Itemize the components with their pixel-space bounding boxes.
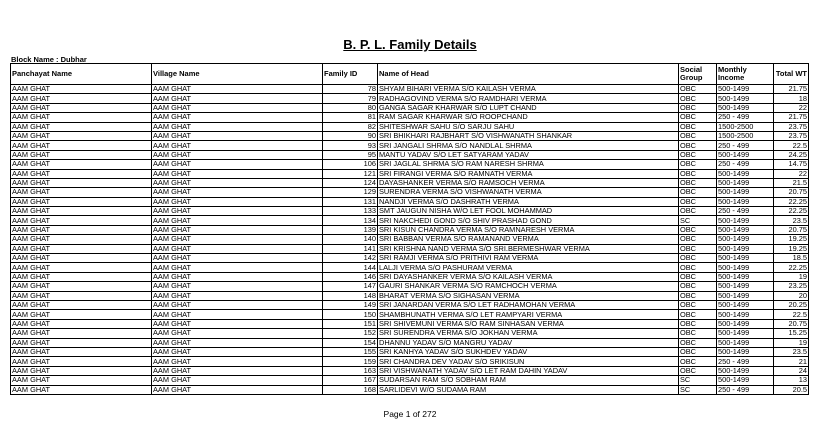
panchayat-name-cell: AAM GHAT	[11, 357, 152, 366]
page-title: B. P. L. Family Details	[343, 37, 477, 52]
name-of-head-cell: DHANNU YADAV S/O MANGRU YADAV	[378, 338, 679, 347]
header-panchayat-name: Panchayat Name	[11, 64, 152, 85]
panchayat-name-cell: AAM GHAT	[11, 141, 152, 150]
name-of-head-cell: SRI BABBAN VERMA S/O RAMANAND VERMA	[378, 235, 679, 244]
total-wt-cell: 21.5	[774, 178, 809, 187]
panchayat-name-cell: AAM GHAT	[11, 376, 152, 385]
name-of-head-cell: NANDJI VERMA S/O DASHRATH VERMA	[378, 197, 679, 206]
social-group-cell: OBC	[679, 85, 717, 94]
monthly-income-cell: 500-1499	[717, 319, 774, 328]
monthly-income-cell: 500-1499	[717, 282, 774, 291]
monthly-income-cell: 250 - 499	[717, 385, 774, 394]
monthly-income-cell: 500-1499	[717, 216, 774, 225]
table-row	[11, 197, 809, 206]
social-group-cell: SC	[679, 385, 717, 394]
village-name-cell: AAM GHAT	[152, 207, 323, 216]
total-wt-cell: 21	[774, 357, 809, 366]
social-group-cell: OBC	[679, 188, 717, 197]
family-id-cell: 133	[323, 207, 378, 216]
total-wt-cell: 19	[774, 338, 809, 347]
table-row	[11, 131, 809, 140]
table-row	[11, 103, 809, 112]
social-group-cell: OBC	[679, 122, 717, 131]
total-wt-cell: 20.75	[774, 225, 809, 234]
table-row	[11, 329, 809, 338]
social-group-cell: OBC	[679, 338, 717, 347]
table-row	[11, 85, 809, 94]
panchayat-name-cell: AAM GHAT	[11, 291, 152, 300]
family-id-cell: 82	[323, 122, 378, 131]
village-name-cell: AAM GHAT	[152, 178, 323, 187]
family-id-cell: 139	[323, 225, 378, 234]
social-group-cell: OBC	[679, 282, 717, 291]
village-name-cell: AAM GHAT	[152, 319, 323, 328]
family-id-cell: 155	[323, 347, 378, 356]
village-name-cell: AAM GHAT	[152, 122, 323, 131]
total-wt-cell: 22.5	[774, 310, 809, 319]
family-id-cell: 163	[323, 366, 378, 375]
total-wt-cell: 13	[774, 376, 809, 385]
name-of-head-cell: SHYAM BIHARI VERMA S/O KAILASH VERMA	[378, 85, 679, 94]
total-wt-cell: 22	[774, 169, 809, 178]
monthly-income-cell: 500-1499	[717, 263, 774, 272]
name-of-head-cell: SRI FIRANGI VERMA S/O RAMNATH VERMA	[378, 169, 679, 178]
panchayat-name-cell: AAM GHAT	[11, 282, 152, 291]
panchayat-name-cell: AAM GHAT	[11, 300, 152, 309]
panchayat-name-cell: AAM GHAT	[11, 207, 152, 216]
panchayat-name-cell: AAM GHAT	[11, 244, 152, 253]
table-row	[11, 207, 809, 216]
name-of-head-cell: SMT JAUGUN NISHA W/O LET FOOL MOHAMMAD	[378, 207, 679, 216]
monthly-income-cell: 500-1499	[717, 150, 774, 159]
family-id-cell: 149	[323, 300, 378, 309]
social-group-cell: OBC	[679, 131, 717, 140]
table-row	[11, 254, 809, 263]
total-wt-cell: 20.5	[774, 385, 809, 394]
panchayat-name-cell: AAM GHAT	[11, 319, 152, 328]
village-name-cell: AAM GHAT	[152, 225, 323, 234]
name-of-head-cell: SURENDRA VERMA S/O VISHWANATH VERMA	[378, 188, 679, 197]
table-row	[11, 263, 809, 272]
table-row	[11, 141, 809, 150]
table-row	[11, 150, 809, 159]
total-wt-cell: 19.25	[774, 244, 809, 253]
social-group-cell: SC	[679, 376, 717, 385]
monthly-income-cell: 1500-2500	[717, 131, 774, 140]
monthly-income-cell: 500-1499	[717, 85, 774, 94]
social-group-cell: OBC	[679, 357, 717, 366]
table-row	[11, 357, 809, 366]
table-row	[11, 216, 809, 225]
panchayat-name-cell: AAM GHAT	[11, 347, 152, 356]
table-row	[11, 272, 809, 281]
family-id-cell: 134	[323, 216, 378, 225]
social-group-cell: OBC	[679, 291, 717, 300]
header-monthly-income-text: Monthly Income	[718, 65, 747, 82]
village-name-cell: AAM GHAT	[152, 141, 323, 150]
monthly-income-cell: 500-1499	[717, 254, 774, 263]
family-id-cell: 150	[323, 310, 378, 319]
header-social-group-text: Social Group	[680, 65, 703, 82]
header-monthly-income	[717, 64, 774, 85]
social-group-cell: OBC	[679, 366, 717, 375]
social-group-cell: OBC	[679, 94, 717, 103]
total-wt-cell: 23.5	[774, 216, 809, 225]
name-of-head-cell: GAURI SHANKAR VERMA S/O RAMCHOCH VERMA	[378, 282, 679, 291]
social-group-cell: OBC	[679, 263, 717, 272]
social-group-cell: OBC	[679, 207, 717, 216]
header-name-of-head: Name of Head	[378, 64, 679, 85]
family-id-cell: 81	[323, 113, 378, 122]
name-of-head-cell: SRI JANGALI SHRMA S/O NANDLAL SHRMA	[378, 141, 679, 150]
table-row	[11, 300, 809, 309]
panchayat-name-cell: AAM GHAT	[11, 329, 152, 338]
village-name-cell: AAM GHAT	[152, 310, 323, 319]
family-id-cell: 147	[323, 282, 378, 291]
village-name-cell: AAM GHAT	[152, 300, 323, 309]
page-number: Page 1 of 272	[383, 409, 437, 419]
table-row	[11, 244, 809, 253]
social-group-cell: OBC	[679, 141, 717, 150]
family-id-cell: 148	[323, 291, 378, 300]
total-wt-cell: 18	[774, 94, 809, 103]
table-row	[11, 291, 809, 300]
table-row	[11, 122, 809, 131]
family-id-cell: 168	[323, 385, 378, 394]
table-row	[11, 338, 809, 347]
name-of-head-cell: BHARAT VERMA S/O SIGHASAN VERMA	[378, 291, 679, 300]
monthly-income-cell: 500-1499	[717, 94, 774, 103]
family-details-table	[10, 63, 809, 395]
family-id-cell: 144	[323, 263, 378, 272]
panchayat-name-cell: AAM GHAT	[11, 160, 152, 169]
village-name-cell: AAM GHAT	[152, 357, 323, 366]
name-of-head-cell: SRI KISUN CHANDRA VERMA S/O RAMNARESH VERMA	[378, 225, 679, 234]
total-wt-cell: 23.5	[774, 347, 809, 356]
social-group-cell: OBC	[679, 244, 717, 253]
family-id-cell: 90	[323, 131, 378, 140]
name-of-head-cell: SRI NAKCHEDI GOND S/O SHIV PRASHAD GOND	[378, 216, 679, 225]
table-row	[11, 310, 809, 319]
table-row	[11, 225, 809, 234]
family-id-cell: 121	[323, 169, 378, 178]
total-wt-cell: 18.5	[774, 254, 809, 263]
panchayat-name-cell: AAM GHAT	[11, 272, 152, 281]
village-name-cell: AAM GHAT	[152, 366, 323, 375]
total-wt-cell: 20.75	[774, 188, 809, 197]
social-group-cell: OBC	[679, 329, 717, 338]
social-group-cell: OBC	[679, 103, 717, 112]
monthly-income-cell: 250 - 499	[717, 113, 774, 122]
total-wt-cell: 23.75	[774, 122, 809, 131]
monthly-income-cell: 500-1499	[717, 197, 774, 206]
monthly-income-cell: 500-1499	[717, 244, 774, 253]
panchayat-name-cell: AAM GHAT	[11, 338, 152, 347]
village-name-cell: AAM GHAT	[152, 272, 323, 281]
table-header-row	[11, 64, 809, 85]
family-id-cell: 80	[323, 103, 378, 112]
village-name-cell: AAM GHAT	[152, 282, 323, 291]
total-wt-cell: 21.75	[774, 85, 809, 94]
total-wt-cell: 23.25	[774, 282, 809, 291]
monthly-income-cell: 500-1499	[717, 366, 774, 375]
family-id-cell: 141	[323, 244, 378, 253]
block-name-label: Block Name : Dubhar	[11, 55, 87, 64]
panchayat-name-cell: AAM GHAT	[11, 113, 152, 122]
village-name-cell: AAM GHAT	[152, 150, 323, 159]
name-of-head-cell: SRI DAYASHANKER VERMA S/O KAILASH VERMA	[378, 272, 679, 281]
panchayat-name-cell: AAM GHAT	[11, 385, 152, 394]
monthly-income-cell: 500-1499	[717, 169, 774, 178]
monthly-income-cell: 500-1499	[717, 329, 774, 338]
name-of-head-cell: SRI SHIVEMUNI VERMA S/O RAM SINHASAN VERMA	[378, 319, 679, 328]
social-group-cell: OBC	[679, 319, 717, 328]
monthly-income-cell: 500-1499	[717, 178, 774, 187]
monthly-income-cell: 250 - 499	[717, 357, 774, 366]
total-wt-cell: 14.75	[774, 160, 809, 169]
name-of-head-cell: RAM SAGAR KHARWAR S/O ROOPCHAND	[378, 113, 679, 122]
family-id-cell: 140	[323, 235, 378, 244]
social-group-cell: OBC	[679, 197, 717, 206]
panchayat-name-cell: AAM GHAT	[11, 122, 152, 131]
social-group-cell: SC	[679, 216, 717, 225]
name-of-head-cell: SRI JAGLAL SHRMA S/O RAM NARESH SHRMA	[378, 160, 679, 169]
monthly-income-cell: 500-1499	[717, 225, 774, 234]
panchayat-name-cell: AAM GHAT	[11, 254, 152, 263]
monthly-income-cell: 1500-2500	[717, 122, 774, 131]
total-wt-cell: 24.25	[774, 150, 809, 159]
panchayat-name-cell: AAM GHAT	[11, 169, 152, 178]
family-id-cell: 154	[323, 338, 378, 347]
total-wt-cell: 22.25	[774, 207, 809, 216]
panchayat-name-cell: AAM GHAT	[11, 188, 152, 197]
family-id-cell: 152	[323, 329, 378, 338]
table-row	[11, 235, 809, 244]
header-village-name: Village Name	[152, 64, 323, 85]
panchayat-name-cell: AAM GHAT	[11, 178, 152, 187]
social-group-cell: OBC	[679, 178, 717, 187]
monthly-income-cell: 500-1499	[717, 188, 774, 197]
monthly-income-cell: 250 - 499	[717, 160, 774, 169]
panchayat-name-cell: AAM GHAT	[11, 216, 152, 225]
total-wt-cell: 22.5	[774, 141, 809, 150]
name-of-head-cell: SRI CHANDRA DEV YADAV S/O SRIKISUN	[378, 357, 679, 366]
monthly-income-cell: 500-1499	[717, 376, 774, 385]
family-id-cell: 78	[323, 85, 378, 94]
name-of-head-cell: SUDARSAN RAM S/O SOBHAM RAM	[378, 376, 679, 385]
name-of-head-cell: GANGA SAGAR KHARWAR S/O LUPT CHAND	[378, 103, 679, 112]
social-group-cell: OBC	[679, 169, 717, 178]
family-id-cell: 131	[323, 197, 378, 206]
total-wt-cell: 19.25	[774, 235, 809, 244]
table-row	[11, 385, 809, 394]
monthly-income-cell: 500-1499	[717, 103, 774, 112]
table-body	[11, 85, 809, 395]
village-name-cell: AAM GHAT	[152, 131, 323, 140]
total-wt-cell: 21.75	[774, 113, 809, 122]
panchayat-name-cell: AAM GHAT	[11, 197, 152, 206]
header-total-wt	[774, 64, 809, 85]
name-of-head-cell: SHAMBHUNATH VERMA S/O LET RAMPYARI VERMA	[378, 310, 679, 319]
total-wt-cell: 20	[774, 291, 809, 300]
social-group-cell: OBC	[679, 160, 717, 169]
total-wt-cell: 23.75	[774, 131, 809, 140]
table-row	[11, 366, 809, 375]
total-wt-cell: 22.25	[774, 263, 809, 272]
table-row	[11, 113, 809, 122]
village-name-cell: AAM GHAT	[152, 235, 323, 244]
social-group-cell: OBC	[679, 300, 717, 309]
name-of-head-cell: MANTU YADAV S/O LET SATYARAM YADAV	[378, 150, 679, 159]
village-name-cell: AAM GHAT	[152, 197, 323, 206]
family-id-cell: 95	[323, 150, 378, 159]
name-of-head-cell: RADHAGOVIND VERMA S/O RAMDHARI VERMA	[378, 94, 679, 103]
total-wt-cell: 20.75	[774, 319, 809, 328]
table-row	[11, 282, 809, 291]
family-id-cell: 79	[323, 94, 378, 103]
village-name-cell: AAM GHAT	[152, 385, 323, 394]
panchayat-name-cell: AAM GHAT	[11, 103, 152, 112]
total-wt-cell: 24	[774, 366, 809, 375]
monthly-income-cell: 500-1499	[717, 310, 774, 319]
village-name-cell: AAM GHAT	[152, 169, 323, 178]
family-id-cell: 142	[323, 254, 378, 263]
header-social-group	[679, 64, 717, 85]
village-name-cell: AAM GHAT	[152, 338, 323, 347]
total-wt-cell: 20.25	[774, 300, 809, 309]
table-row	[11, 169, 809, 178]
family-id-cell: 93	[323, 141, 378, 150]
social-group-cell: OBC	[679, 235, 717, 244]
village-name-cell: AAM GHAT	[152, 103, 323, 112]
name-of-head-cell: SRI BHIKHARI RAJBHART S/O VISHWANATH SHANKAR	[378, 131, 679, 140]
total-wt-cell: 15.25	[774, 329, 809, 338]
name-of-head-cell: SRI KANHYA YADAV S/O SUKHDEV YADAV	[378, 347, 679, 356]
monthly-income-cell: 500-1499	[717, 272, 774, 281]
village-name-cell: AAM GHAT	[152, 329, 323, 338]
village-name-cell: AAM GHAT	[152, 347, 323, 356]
social-group-cell: OBC	[679, 347, 717, 356]
panchayat-name-cell: AAM GHAT	[11, 94, 152, 103]
village-name-cell: AAM GHAT	[152, 94, 323, 103]
table-row	[11, 347, 809, 356]
name-of-head-cell: SRI JANARDAN VERMA S/O LET RADHAMOHAN VERMA	[378, 300, 679, 309]
monthly-income-cell: 500-1499	[717, 338, 774, 347]
social-group-cell: OBC	[679, 272, 717, 281]
name-of-head-cell: SARLIDEVI W/O SUDAMA RAM	[378, 385, 679, 394]
family-id-cell: 146	[323, 272, 378, 281]
panchayat-name-cell: AAM GHAT	[11, 150, 152, 159]
family-id-cell: 167	[323, 376, 378, 385]
village-name-cell: AAM GHAT	[152, 113, 323, 122]
table-row	[11, 376, 809, 385]
total-wt-cell: 19	[774, 272, 809, 281]
social-group-cell: OBC	[679, 113, 717, 122]
monthly-income-cell: 500-1499	[717, 291, 774, 300]
family-id-cell: 151	[323, 319, 378, 328]
header-family-id: Family ID	[323, 64, 378, 85]
table-row	[11, 94, 809, 103]
table-row	[11, 188, 809, 197]
total-wt-cell: 22.25	[774, 197, 809, 206]
name-of-head-cell: SRI RAMJI VERMA S/O PRITHIVI RAM VERMA	[378, 254, 679, 263]
name-of-head-cell: SRI KRISHNA NAND VERMA S/O SRI.BERMESHWAR VERMA	[378, 244, 679, 253]
monthly-income-cell: 250 - 499	[717, 141, 774, 150]
panchayat-name-cell: AAM GHAT	[11, 225, 152, 234]
panchayat-name-cell: AAM GHAT	[11, 310, 152, 319]
village-name-cell: AAM GHAT	[152, 291, 323, 300]
name-of-head-cell: SRI VISHWANATH YADAV S/O LET RAM DAHIN YADAV	[378, 366, 679, 375]
panchayat-name-cell: AAM GHAT	[11, 366, 152, 375]
family-id-cell: 124	[323, 178, 378, 187]
name-of-head-cell: DAYASHANKER VERMA S/O RAMSOCH VERMA	[378, 178, 679, 187]
panchayat-name-cell: AAM GHAT	[11, 263, 152, 272]
name-of-head-cell: SHITESHWAR SAHU S/O SARJU SAHU	[378, 122, 679, 131]
village-name-cell: AAM GHAT	[152, 188, 323, 197]
monthly-income-cell: 500-1499	[717, 235, 774, 244]
social-group-cell: OBC	[679, 150, 717, 159]
header-total-wt-text: Total WT	[775, 69, 807, 78]
panchayat-name-cell: AAM GHAT	[11, 85, 152, 94]
village-name-cell: AAM GHAT	[152, 216, 323, 225]
village-name-cell: AAM GHAT	[152, 244, 323, 253]
family-id-cell: 106	[323, 160, 378, 169]
social-group-cell: OBC	[679, 254, 717, 263]
name-of-head-cell: LALJI VERMA S/O PASHURAM VERMA	[378, 263, 679, 272]
monthly-income-cell: 500-1499	[717, 300, 774, 309]
village-name-cell: AAM GHAT	[152, 254, 323, 263]
family-id-cell: 159	[323, 357, 378, 366]
social-group-cell: OBC	[679, 310, 717, 319]
village-name-cell: AAM GHAT	[152, 263, 323, 272]
village-name-cell: AAM GHAT	[152, 160, 323, 169]
monthly-income-cell: 500-1499	[717, 347, 774, 356]
family-id-cell: 129	[323, 188, 378, 197]
name-of-head-cell: SRI SURENDRA VERMA S/O JOKHAN VERMA	[378, 329, 679, 338]
table-row	[11, 178, 809, 187]
village-name-cell: AAM GHAT	[152, 376, 323, 385]
total-wt-cell: 22	[774, 103, 809, 112]
panchayat-name-cell: AAM GHAT	[11, 235, 152, 244]
village-name-cell: AAM GHAT	[152, 85, 323, 94]
panchayat-name-cell: AAM GHAT	[11, 131, 152, 140]
social-group-cell: OBC	[679, 225, 717, 234]
table-row	[11, 160, 809, 169]
table-row	[11, 319, 809, 328]
monthly-income-cell: 250 - 499	[717, 207, 774, 216]
